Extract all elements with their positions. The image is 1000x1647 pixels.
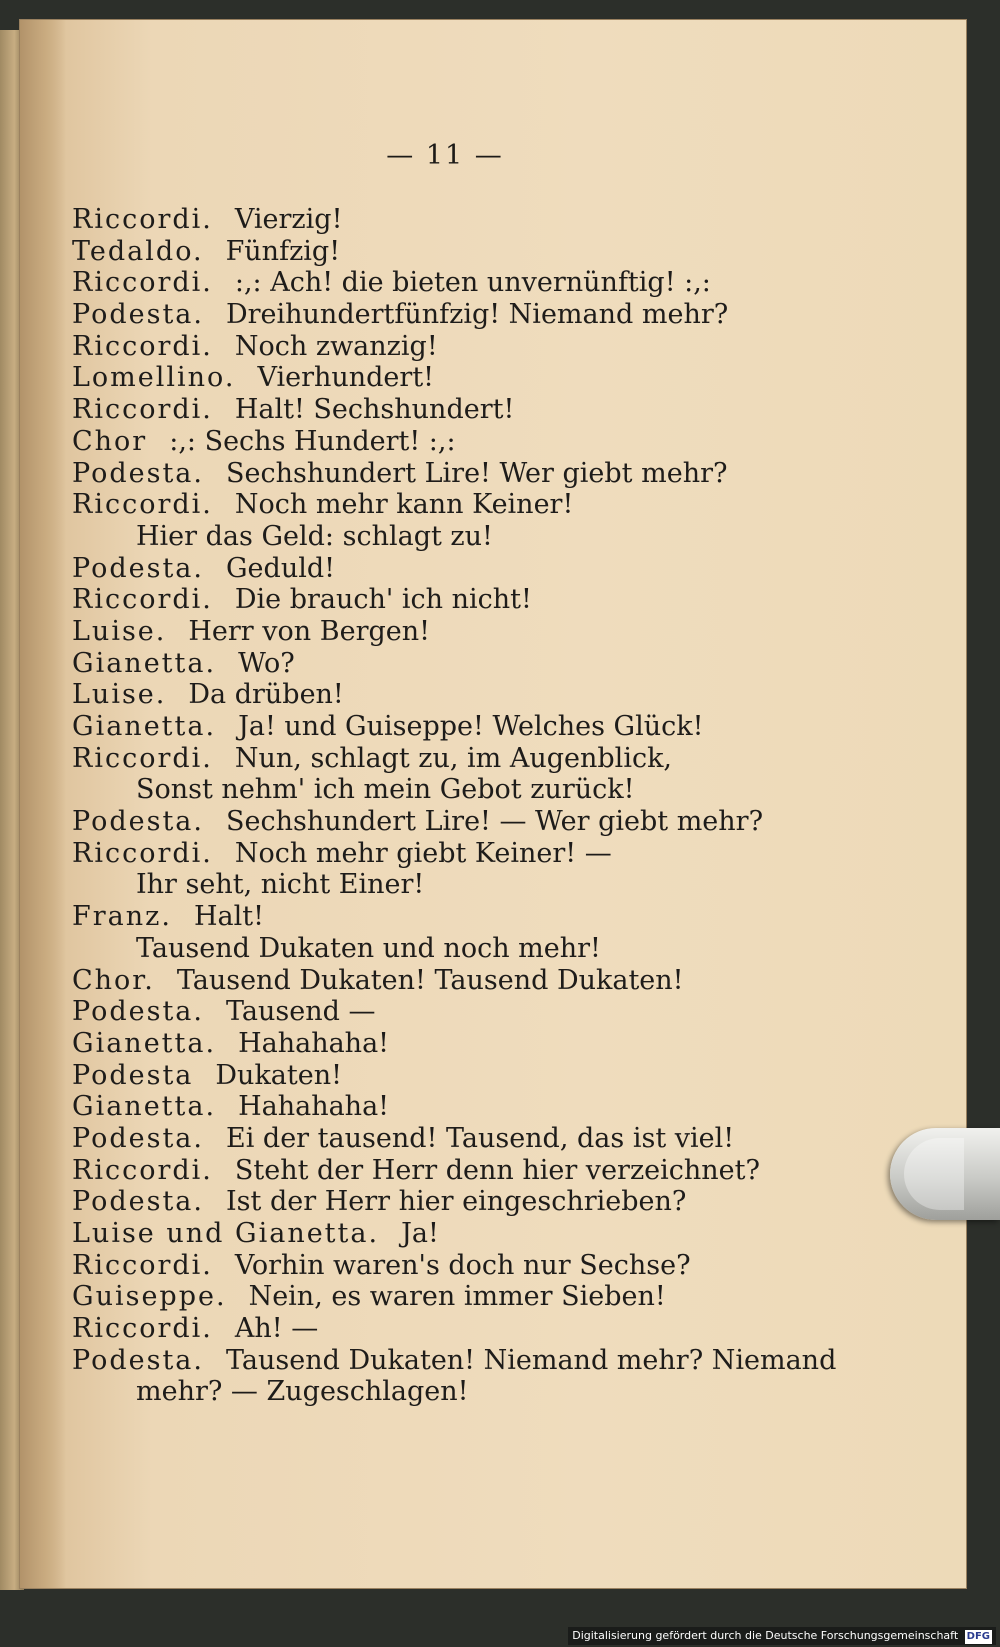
dialogue-line xyxy=(72,331,940,363)
speaker-name: Chor. xyxy=(72,964,155,996)
speaker-name: Gianetta. xyxy=(72,711,217,742)
page-number: — 11 — xyxy=(386,140,504,171)
line-text: Nein, es waren immer Sieben! xyxy=(248,1281,666,1313)
dialogue-line xyxy=(72,299,940,331)
dialogue-line xyxy=(72,1091,940,1123)
speaker-name: Podesta. xyxy=(72,552,204,584)
dialogue-line xyxy=(72,933,940,965)
line-text: Dukaten! xyxy=(215,1059,342,1091)
speaker-name: Riccordi. xyxy=(72,1154,213,1186)
line-text: Ah! — xyxy=(234,1313,319,1345)
line-text: Sechshundert Lire! — Wer giebt mehr? xyxy=(225,806,764,838)
speaker-name: Podesta. xyxy=(72,1186,204,1218)
dialogue-line xyxy=(72,1376,940,1408)
speaker-name: Gianetta. xyxy=(72,1027,217,1059)
speaker-name: Tedaldo. xyxy=(72,235,204,267)
line-text: Tausend Dukaten! Niemand mehr? Niemand xyxy=(225,1344,837,1376)
line-text: Hahahaha! xyxy=(238,1091,390,1123)
dialogue-line xyxy=(72,838,940,870)
speaker-name: Riccordi. xyxy=(72,1249,213,1281)
line-text: :,: Ach! die bieten unvernünftig! :,: xyxy=(234,267,711,299)
speaker-name: Lomellino. xyxy=(72,362,236,394)
dialogue-line xyxy=(72,1028,940,1060)
dialogue-line xyxy=(72,267,940,299)
line-text: Hahahaha! xyxy=(238,1027,390,1059)
dialogue-line xyxy=(72,1281,940,1313)
speaker-name: Luise und Gianetta. xyxy=(72,1218,380,1249)
speaker-name: Riccordi. xyxy=(72,837,213,869)
speaker-name: Luise. xyxy=(72,615,167,647)
line-text: Tausend — xyxy=(225,996,376,1028)
dialogue-line xyxy=(72,584,940,616)
line-text: Wo? xyxy=(238,647,295,679)
dialogue-line xyxy=(72,774,940,806)
speaker-name: Riccordi. xyxy=(72,742,213,774)
line-text: Tausend Dukaten! Tausend Dukaten! xyxy=(176,964,684,996)
dialogue-line xyxy=(72,1218,940,1250)
dialogue-line xyxy=(72,1060,940,1092)
dialogue-line xyxy=(72,521,940,553)
dialogue-line xyxy=(72,236,940,268)
line-text: Sechshundert Lire! Wer giebt mehr? xyxy=(225,457,728,489)
dialogue-line xyxy=(72,965,940,997)
line-text: Die brauch' ich nicht! xyxy=(234,584,532,616)
line-text: Ja! und Guiseppe! Welches Glück! xyxy=(238,711,704,742)
speaker-name: Podesta. xyxy=(72,996,204,1028)
line-text: Ihr seht, nicht Einer! xyxy=(136,869,425,901)
dialogue-line xyxy=(72,648,940,680)
speaker-name: Podesta. xyxy=(72,1122,204,1154)
line-text: Noch mehr giebt Keiner! — xyxy=(234,837,612,869)
speaker-name: Gianetta. xyxy=(72,647,217,679)
line-text: Noch zwanzig! xyxy=(234,330,438,362)
speaker-name: Podesta. xyxy=(72,806,204,838)
dialogue-line xyxy=(72,679,940,711)
line-text: Nun, schlagt zu, im Augenblick, xyxy=(234,742,673,774)
line-text: Noch mehr kann Keiner! xyxy=(234,489,574,521)
speaker-name: Riccordi. xyxy=(72,584,213,616)
line-text: Tausend Dukaten und noch mehr! xyxy=(136,932,601,964)
speaker-name: Riccordi. xyxy=(72,394,213,426)
dialogue-line xyxy=(72,1123,940,1155)
line-text: Steht der Herr denn hier verzeichnet? xyxy=(234,1154,760,1186)
dialogue-line xyxy=(72,204,940,236)
dialogue-line xyxy=(72,711,940,743)
dialogue-line xyxy=(72,394,940,426)
line-text: Geduld! xyxy=(225,552,335,584)
dialogue-line xyxy=(72,553,940,585)
dialogue-line xyxy=(72,996,940,1028)
dialogue-line xyxy=(72,616,940,648)
dialogue-line xyxy=(72,1313,940,1345)
dialogue-line xyxy=(72,806,940,838)
dialogue-line xyxy=(72,426,940,458)
dialogue-line xyxy=(72,458,940,490)
line-text: mehr? — Zugeschlagen! xyxy=(136,1376,469,1408)
line-text: Vierzig! xyxy=(234,204,343,235)
speaker-name: Riccordi. xyxy=(72,204,213,235)
line-text: Fünfzig! xyxy=(225,235,341,267)
speaker-name: Riccordi. xyxy=(72,330,213,362)
dialogue-line xyxy=(72,1186,940,1218)
line-text: Ei der tausend! Tausend, das ist viel! xyxy=(225,1122,735,1154)
speaker-name: Gianetta. xyxy=(72,1091,217,1123)
speaker-name: Podesta xyxy=(72,1059,194,1091)
dialogue-line xyxy=(72,743,940,775)
line-text: Herr von Bergen! xyxy=(188,615,431,647)
speaker-name: Chor xyxy=(72,425,148,457)
line-text: Da drüben! xyxy=(188,679,344,711)
line-text: Hier das Geld: schlagt zu! xyxy=(136,520,493,552)
speaker-name: Riccordi. xyxy=(72,1313,213,1345)
line-text: Halt! Sechshundert! xyxy=(234,394,515,426)
speaker-name: Podesta. xyxy=(72,299,204,331)
dialogue-line xyxy=(72,1345,940,1377)
footer-text: Digitalisierung gefördert durch die Deutsche Forschungsgemeinschaft xyxy=(572,1629,959,1642)
dialogue-line xyxy=(72,362,940,394)
dialogue-line xyxy=(72,869,940,901)
speaker-name: Guiseppe. xyxy=(72,1281,227,1313)
dialogue-line xyxy=(72,1250,940,1282)
speaker-name: Franz. xyxy=(72,901,172,933)
line-text: Sonst nehm' ich mein Gebot zurück! xyxy=(136,774,635,806)
line-text: Ja! xyxy=(401,1218,439,1249)
speaker-name: Luise. xyxy=(72,679,167,711)
libretto-text xyxy=(72,204,940,1408)
dialogue-line xyxy=(72,489,940,521)
dialogue-line xyxy=(72,1155,940,1187)
dialogue-line xyxy=(72,901,940,933)
line-text: Ist der Herr hier eingeschrieben? xyxy=(225,1186,687,1218)
line-text: :,: Sechs Hundert! :,: xyxy=(169,425,456,457)
line-text: Vierhundert! xyxy=(257,362,435,394)
page-gutter-shadow xyxy=(20,20,66,1588)
speaker-name: Riccordi. xyxy=(72,489,213,521)
line-text: Vorhin waren's doch nur Sechse? xyxy=(234,1249,691,1281)
footer-attribution xyxy=(568,1627,996,1645)
speaker-name: Riccordi. xyxy=(72,267,213,299)
speaker-name: Podesta. xyxy=(72,1344,204,1376)
line-text: Halt! xyxy=(193,901,264,933)
speaker-name: Podesta. xyxy=(72,457,204,489)
dfg-logo: DFG xyxy=(966,1631,990,1642)
page-turn-tab[interactable] xyxy=(890,1128,1000,1220)
line-text: Dreihundertfünfzig! Niemand mehr? xyxy=(225,299,729,331)
